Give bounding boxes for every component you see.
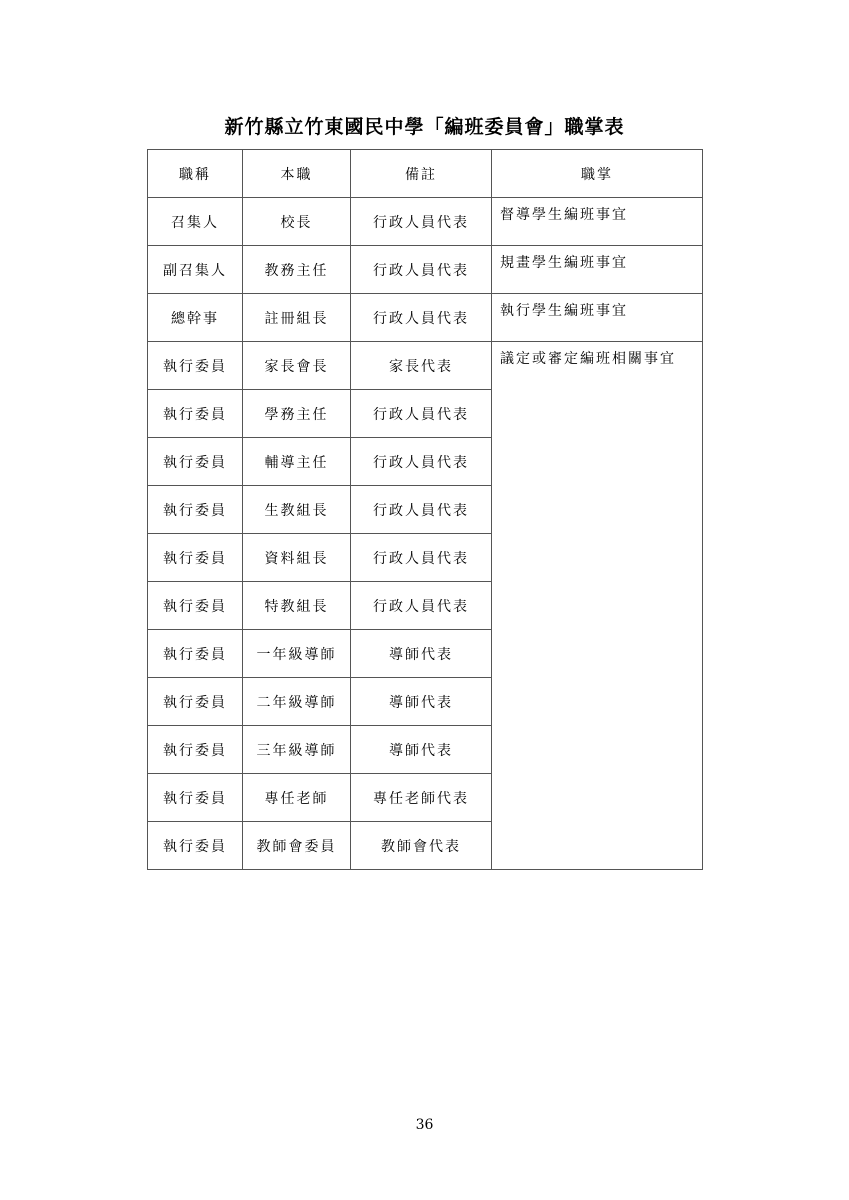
cell-note: 導師代表 — [351, 726, 492, 774]
cell-note: 行政人員代表 — [351, 486, 492, 534]
cell-note: 導師代表 — [351, 678, 492, 726]
cell-position: 資料組長 — [243, 534, 351, 582]
cell-position: 教師會委員 — [243, 822, 351, 870]
cell-position: 一年級導師 — [243, 630, 351, 678]
table-header-row — [148, 150, 703, 198]
header-title: 職稱 — [148, 150, 243, 198]
cell-duty: 執行學生編班事宜 — [492, 294, 703, 342]
cell-note: 行政人員代表 — [351, 438, 492, 486]
cell-duty: 規畫學生編班事宜 — [492, 246, 703, 294]
cell-note: 教師會代表 — [351, 822, 492, 870]
cell-note: 行政人員代表 — [351, 198, 492, 246]
cell-title: 執行委員 — [148, 726, 243, 774]
cell-title: 執行委員 — [148, 822, 243, 870]
cell-position: 學務主任 — [243, 390, 351, 438]
cell-position: 生教組長 — [243, 486, 351, 534]
cell-note: 行政人員代表 — [351, 534, 492, 582]
cell-position: 教務主任 — [243, 246, 351, 294]
table-row — [148, 342, 703, 390]
cell-position: 家長會長 — [243, 342, 351, 390]
cell-position: 專任老師 — [243, 774, 351, 822]
table-row — [148, 246, 703, 294]
cell-title: 執行委員 — [148, 774, 243, 822]
header-note: 備註 — [351, 150, 492, 198]
duties-table — [147, 149, 703, 870]
header-position: 本職 — [243, 150, 351, 198]
cell-position: 輔導主任 — [243, 438, 351, 486]
cell-position: 特教組長 — [243, 582, 351, 630]
cell-note: 行政人員代表 — [351, 246, 492, 294]
cell-title: 執行委員 — [148, 678, 243, 726]
table-row — [148, 198, 703, 246]
cell-note: 專任老師代表 — [351, 774, 492, 822]
cell-position: 三年級導師 — [243, 726, 351, 774]
page-title: 新竹縣立竹東國民中學「編班委員會」職掌表 — [224, 116, 625, 138]
cell-duty-merged: 議定或審定編班相關事宜 — [492, 342, 703, 870]
cell-title: 召集人 — [148, 198, 243, 246]
cell-position: 二年級導師 — [243, 678, 351, 726]
table-row — [148, 294, 703, 342]
cell-title: 執行委員 — [148, 534, 243, 582]
header-duty: 職掌 — [492, 150, 703, 198]
cell-title: 執行委員 — [148, 390, 243, 438]
cell-note: 行政人員代表 — [351, 294, 492, 342]
page-number: 36 — [415, 1117, 434, 1133]
cell-note: 導師代表 — [351, 630, 492, 678]
cell-note: 行政人員代表 — [351, 390, 492, 438]
cell-note: 家長代表 — [351, 342, 492, 390]
cell-title: 執行委員 — [148, 582, 243, 630]
cell-title: 執行委員 — [148, 630, 243, 678]
cell-title: 執行委員 — [148, 438, 243, 486]
cell-note: 行政人員代表 — [351, 582, 492, 630]
cell-title: 副召集人 — [148, 246, 243, 294]
cell-position: 校長 — [243, 198, 351, 246]
cell-duty: 督導學生編班事宜 — [492, 198, 703, 246]
cell-title: 總幹事 — [148, 294, 243, 342]
cell-title: 執行委員 — [148, 342, 243, 390]
cell-position: 註冊組長 — [243, 294, 351, 342]
cell-title: 執行委員 — [148, 486, 243, 534]
